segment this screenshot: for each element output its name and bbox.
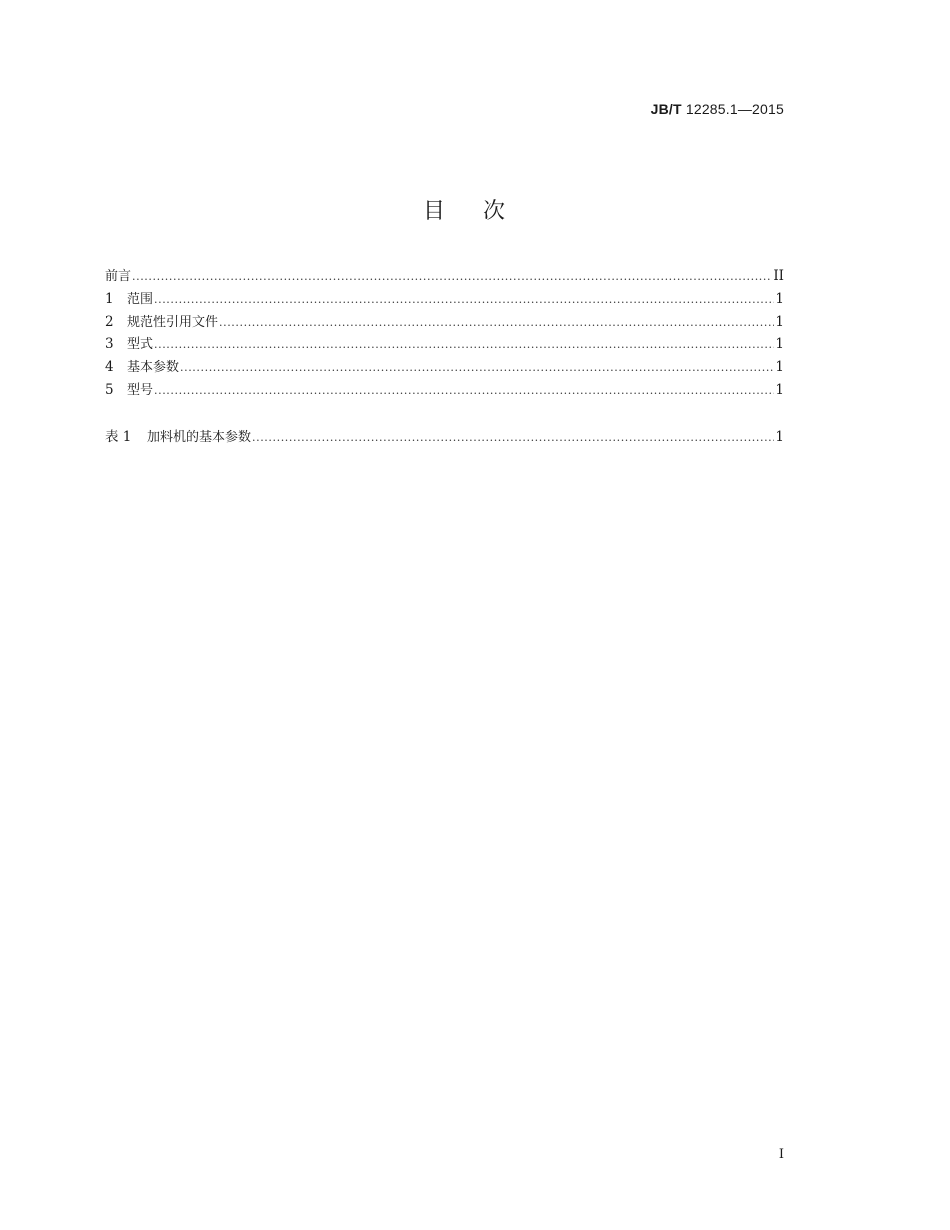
toc-entry-label: 范围: [127, 291, 154, 307]
toc-leader-dots: [219, 316, 774, 329]
toc-entry-page: 1: [775, 381, 784, 398]
toc-leader-dots: [132, 270, 772, 283]
toc-entry-number: 3: [105, 336, 114, 353]
toc-entry-table[interactable]: [105, 425, 784, 448]
toc-entry-page: 1: [775, 290, 784, 307]
toc-entry-page: 1: [775, 336, 784, 353]
toc-entry-section[interactable]: [105, 288, 784, 311]
page-title: 目次: [422, 199, 543, 224]
toc-entry-section[interactable]: [105, 356, 784, 379]
toc-entry-label: 加料机的基本参数: [147, 429, 252, 445]
table-of-contents: [105, 265, 784, 448]
toc-entry-foreword[interactable]: [105, 265, 784, 288]
toc-entry-page: 1: [775, 359, 784, 376]
standard-code: [651, 101, 784, 117]
toc-entry-section[interactable]: [105, 379, 784, 402]
toc-entry-label: 型式: [127, 337, 154, 353]
toc-entry-number: 表 1: [105, 428, 132, 445]
toc-entry-number: 1: [105, 290, 114, 307]
toc-leader-dots: [154, 384, 774, 397]
toc-entry-section[interactable]: [105, 333, 784, 356]
toc-entry-label: 前言: [105, 269, 132, 284]
toc-entry-page: II: [773, 268, 784, 284]
toc-leader-dots: [180, 361, 774, 374]
toc-entry-number: 4: [105, 359, 114, 376]
toc-entry-number: 5: [105, 381, 114, 398]
toc-leader-dots: [154, 293, 774, 306]
toc-entry-number: 2: [105, 313, 114, 330]
toc-entry-page: 1: [775, 313, 784, 330]
toc-entry-section[interactable]: [105, 311, 784, 334]
toc-entry-label: 型号: [127, 382, 154, 398]
toc-entry-label: 规范性引用文件: [127, 314, 219, 330]
toc-leader-dots: [252, 431, 774, 444]
standard-number: 12285.1—2015: [685, 101, 784, 117]
toc-leader-dots: [154, 338, 774, 351]
page-number: I: [778, 1147, 784, 1162]
standard-prefix: JB/T: [650, 101, 682, 117]
toc-entry-page: 1: [775, 428, 784, 445]
toc-entry-label: 基本参数: [127, 360, 180, 376]
